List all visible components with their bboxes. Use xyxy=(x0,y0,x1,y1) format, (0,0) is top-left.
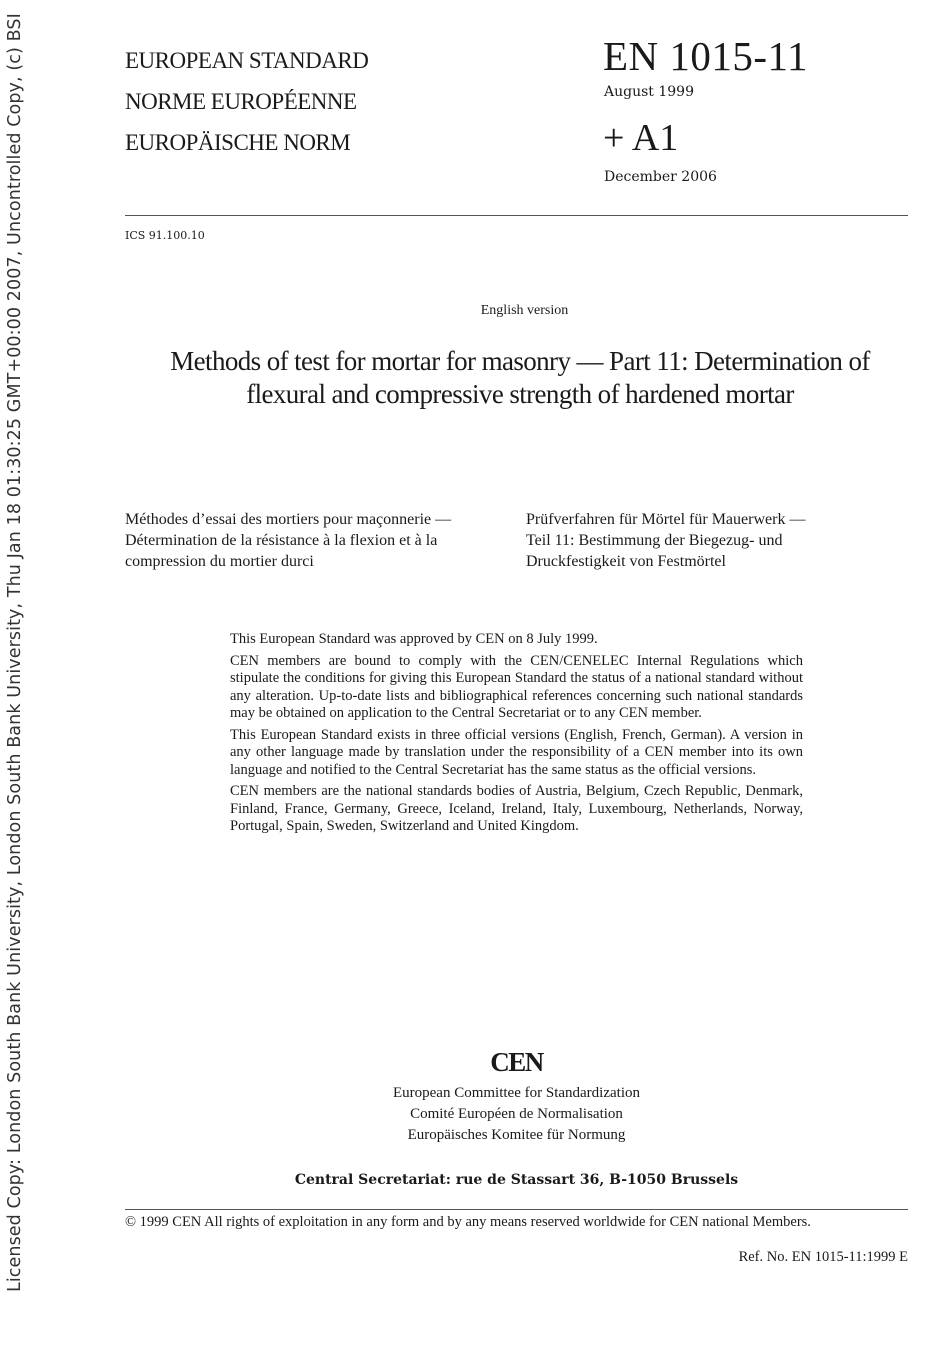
version-label xyxy=(125,301,908,321)
approval-paragraph: CEN members are the national standards bodies of Austria, Belgium, Czech Republic, Denmark, Finland, France, Germany, Greece, Iceland, Ireland, Italy, Luxembourg, Netherlands, Norway, Portugal, Spain, Sweden, Switzerland and United Kingdom. xyxy=(230,783,803,834)
french-title-line: Détermination de la résistance à la flexion et à la xyxy=(125,532,438,549)
german-title-line: Prüfverfahren für Mörtel für Mauerwerk — xyxy=(526,511,806,528)
german-title-line: Druckfestigkeit von Festmörtel xyxy=(526,553,726,570)
label-french: NORME EUROPÉENNE xyxy=(125,89,357,114)
french-title xyxy=(125,509,505,572)
label-german: EUROPÄISCHE NORM xyxy=(125,130,351,155)
version-label-text: English version xyxy=(480,303,569,318)
amendment-number: + A1 xyxy=(603,117,679,159)
document-title xyxy=(125,345,915,411)
header-divider xyxy=(125,215,908,216)
title-line-1: Methods of test for mortar for masonry — Part 11: Determination of xyxy=(170,346,870,376)
reference-number: Ref. No. EN 1015-11:1999 E xyxy=(738,1249,908,1265)
german-title-line: Teil 11: Bestimmung der Biegezug- und xyxy=(526,532,783,549)
license-watermark: Licensed Copy: London South Bank University, London South Bank University, Thu Jan 18 01:30:25 GMT+00:00 2007, Uncontrolled Copy, (c) BSI xyxy=(5,13,25,1292)
approval-paragraph: CEN members are bound to comply with the CEN/CENELEC Internal Regulations which stipulate the conditions for giving this European Standard the status of a national standard without any alteration. Up-to-date lists and bibliographical references concerning such national standards may be obtained on application to the Central Secretariat or to any CEN member. xyxy=(230,652,803,721)
cen-name-french: Comité Européen de Normalisation xyxy=(410,1106,623,1122)
approval-notice xyxy=(230,631,803,840)
french-title-line: compression du mortier durci xyxy=(125,553,314,570)
french-title-line: Méthodes d’essai des mortiers pour maçonnerie — xyxy=(125,511,452,528)
cen-logo: CEN xyxy=(490,1047,543,1077)
approval-paragraph: This European Standard exists in three official versions (English, French, German). A version in any other language made by translation under the responsibility of a CEN member into its own language and notified to the Central Secretariat has the same status as the official versions. xyxy=(230,726,803,778)
central-secretariat: Central Secretariat: rue de Stassart 36, B-1050 Brussels xyxy=(294,1172,739,1188)
amendment-date: December 2006 xyxy=(604,169,717,185)
cen-name-german: Europäisches Komitee für Normung xyxy=(407,1127,626,1143)
approval-paragraph: This European Standard was approved by CEN on 8 July 1999. xyxy=(230,631,598,647)
title-line-2: flexural and compressive strength of hardened mortar xyxy=(246,379,794,409)
cen-name-english: European Committee for Standardization xyxy=(392,1085,640,1101)
ics-code: ICS 91.100.10 xyxy=(125,229,205,242)
standard-number: EN 1015-11 xyxy=(603,33,809,79)
footer-divider xyxy=(125,1209,908,1210)
copyright-notice: © 1999 CEN All rights of exploitation in any form and by any means reserved worldwide for CEN national Members. xyxy=(125,1214,811,1230)
cen-names xyxy=(125,1083,908,1146)
standard-date: August 1999 xyxy=(604,84,694,100)
label-english: EUROPEAN STANDARD xyxy=(125,48,369,73)
german-title xyxy=(526,509,906,572)
standard-type-labels xyxy=(125,44,368,167)
